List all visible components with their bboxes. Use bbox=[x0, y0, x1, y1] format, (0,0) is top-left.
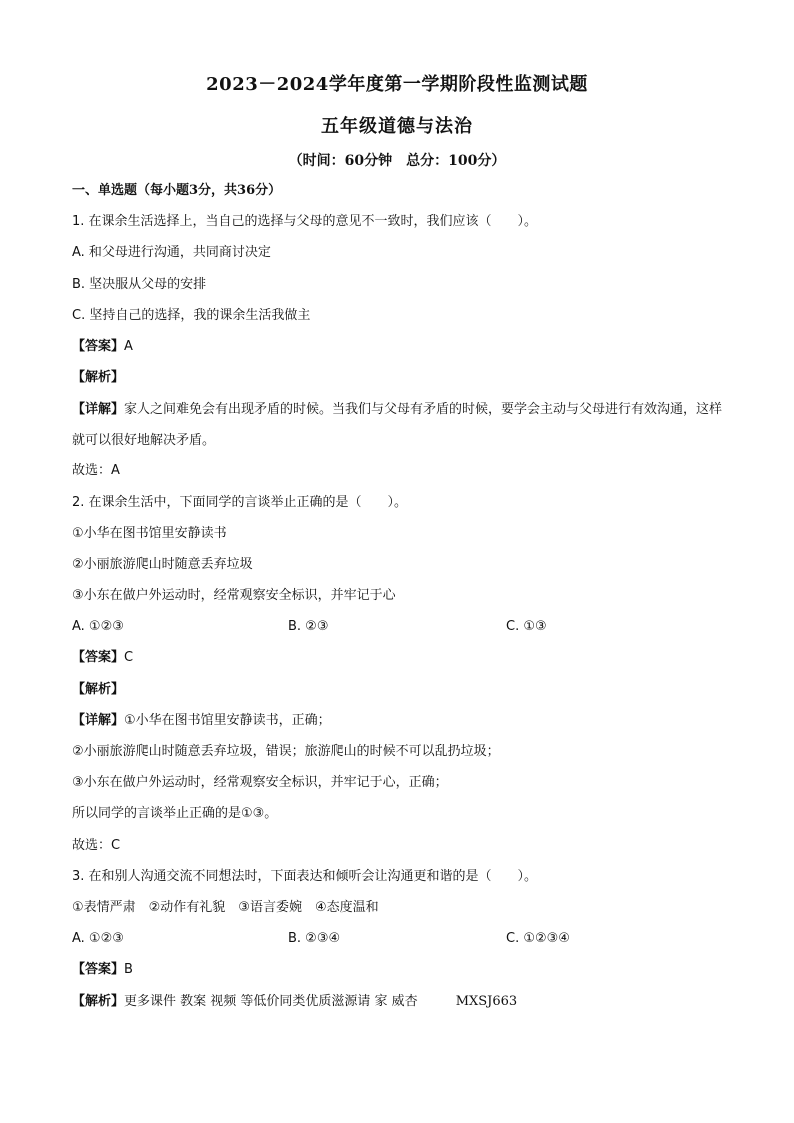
q2-option-a: A. ①②③ bbox=[72, 619, 124, 635]
detail-label: 【详解】 bbox=[72, 712, 125, 728]
q2-detail-4: 所以同学的言谈举止正确的是①③。 bbox=[72, 806, 278, 822]
q3-answer bbox=[72, 959, 732, 990]
section-heading: 一、单选题（每小题3分，共36分） bbox=[72, 183, 282, 198]
detail-label: 【详解】 bbox=[72, 402, 125, 418]
q2-detail-1 bbox=[72, 710, 732, 741]
analysis-label: 【解析】 bbox=[72, 993, 125, 1009]
q3-analysis-text: 更多课件 教案 视频 等低价同类优质滋源请 家 威杏 bbox=[124, 993, 418, 1009]
answer-label: 【答案】 bbox=[72, 338, 125, 354]
q1-answer-value: A bbox=[124, 338, 133, 354]
q2-detail-text-1: ①小华在图书馆里安静读书，正确； bbox=[124, 712, 331, 728]
q1-option-c: C. 坚持自己的选择，我的课余生活我做主 bbox=[72, 307, 311, 323]
q3-option-a: A. ①②③ bbox=[72, 931, 124, 947]
q1-detail-text: 家人之间难免会有出现矛盾的时候。当我们与父母有矛盾的时候，要学会主动与父母进行有效沟通，这样就可以很好地解决矛盾。 bbox=[72, 402, 723, 449]
q3-stem: 3. 在和别人沟通交流不同想法时，下面表达和倾听会让沟通更和谐的是（ ）。 bbox=[72, 868, 538, 884]
q1-stem: 1. 在课余生活选择上，当自己的选择与父母的意见不一致时，我们应该（ ）。 bbox=[72, 214, 538, 230]
q1-option-b: B. 坚决服从父母的安排 bbox=[72, 276, 207, 292]
q2-statement-3: ③小东在做户外运动时，经常观察安全标识，并牢记于心 bbox=[72, 588, 396, 604]
exam-content bbox=[72, 180, 732, 1022]
q2-detail-2: ②小丽旅游爬山时随意丢弃垃圾，错误；旅游爬山的时候不可以乱扔垃圾； bbox=[72, 744, 500, 759]
q3-options bbox=[72, 928, 732, 959]
q1-detail bbox=[72, 394, 732, 456]
exam-title: 2023－2024学年度第一学期阶段性监测试题 bbox=[206, 74, 588, 95]
q3-items: ①表情严肃 ②动作有礼貌 ③语言委婉 ④态度温和 bbox=[72, 899, 379, 915]
q2-option-b: B. ②③ bbox=[288, 619, 329, 635]
q2-detail-3: ③小东在做户外运动时，经常观察安全标识，并牢记于心，正确； bbox=[72, 775, 448, 791]
q1-option-a: A. 和父母进行沟通，共同商讨决定 bbox=[72, 245, 271, 261]
q2-answer-value: C bbox=[124, 650, 134, 666]
q2-analysis-label: 【解析】 bbox=[72, 681, 125, 697]
q1-analysis-label: 【解析】 bbox=[72, 370, 125, 386]
q3-answer-value: B bbox=[124, 962, 133, 978]
exam-subtitle: 五年级道德与法治 bbox=[321, 116, 473, 137]
q3-analysis bbox=[72, 991, 732, 1022]
q2-statement-2: ②小丽旅游爬山时随意丢弃垃圾 bbox=[72, 556, 253, 572]
answer-label: 【答案】 bbox=[72, 650, 125, 666]
q3-code: MXSJ663 bbox=[455, 993, 518, 1009]
answer-label: 【答案】 bbox=[72, 962, 125, 978]
q1-answer bbox=[72, 336, 732, 367]
q2-option-c: C. ①③ bbox=[506, 619, 547, 635]
exam-info: （时间：60分钟 总分：100分） bbox=[288, 153, 506, 169]
q3-option-c: C. ①②③④ bbox=[506, 931, 570, 947]
q2-choice: 故选：C bbox=[72, 837, 121, 853]
q3-option-b: B. ②③④ bbox=[288, 931, 341, 947]
q2-answer bbox=[72, 647, 732, 678]
q2-stem: 2. 在课余生活中，下面同学的言谈举止正确的是（ ）。 bbox=[72, 494, 408, 510]
q1-choice: 故选：A bbox=[72, 463, 120, 479]
q2-options bbox=[72, 616, 732, 647]
q2-statement-1: ①小华在图书馆里安静读书 bbox=[72, 525, 227, 541]
